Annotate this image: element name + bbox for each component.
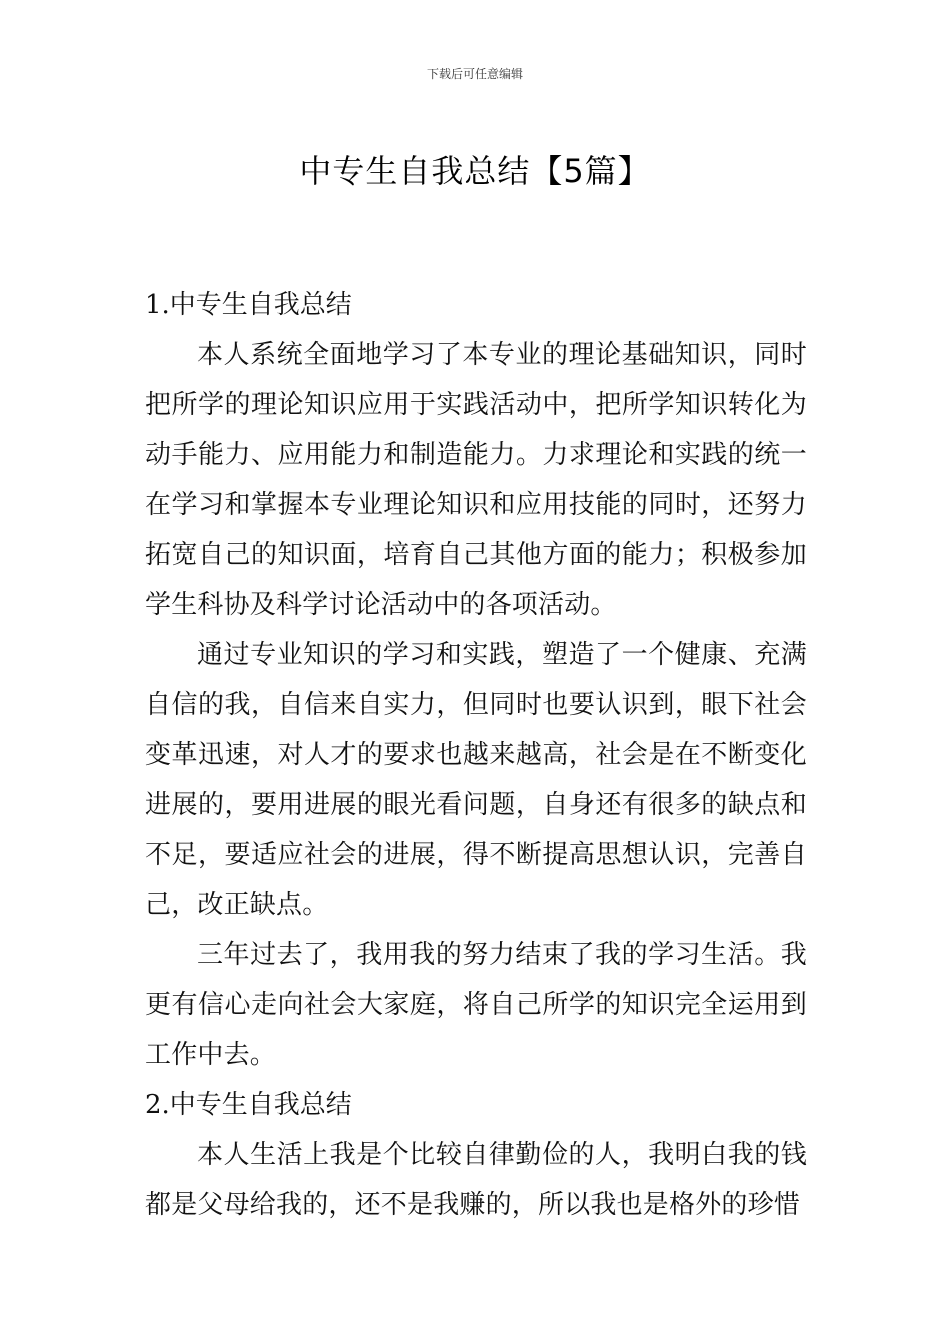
paragraph: 通过专业知识的学习和实践，塑造了一个健康、充满自信的我，自信来自实力，但同时也要认识到，眼下社会变革迅速，对人才的要求也越来越高，社会是在不断变化进展的，要用进展的眼光看问题，自身还有很多的缺点和不足，要适应社会的进展，得不断提高思想认识，完善自己，改正缺点。 <box>145 640 807 920</box>
section-heading-2: 2.中专生自我总结 <box>145 1090 352 1120</box>
header-note: 下载后可任意编辑 <box>426 67 523 81</box>
paragraph: 三年过去了，我用我的努力结束了我的学习生活。我更有信心走向社会大家庭，将自己所学的知识完全运用到工作中去。 <box>145 940 807 1070</box>
paragraph: 本人系统全面地学习了本专业的理论基础知识，同时把所学的理论知识应用于实践活动中，把所学知识转化为动手能力、应用能力和制造能力。力求理论和实践的统一在学习和掌握本专业理论知识和应用技能的同时，还努力拓宽自己的知识面，培育自己其他方面的能力；积极参加学生科协及科学讨论活动中的各项活动。 <box>145 340 807 620</box>
paragraph: 本人生活上我是个比较自律勤俭的人，我明白我的钱都是父母给我的，还不是我赚的，所以我也是格外的珍惜 <box>145 1140 807 1220</box>
document-body <box>145 280 807 1230</box>
section-heading-1: 1.中专生自我总结 <box>145 290 352 320</box>
document-title: 中专生自我总结【5篇】 <box>299 152 651 191</box>
